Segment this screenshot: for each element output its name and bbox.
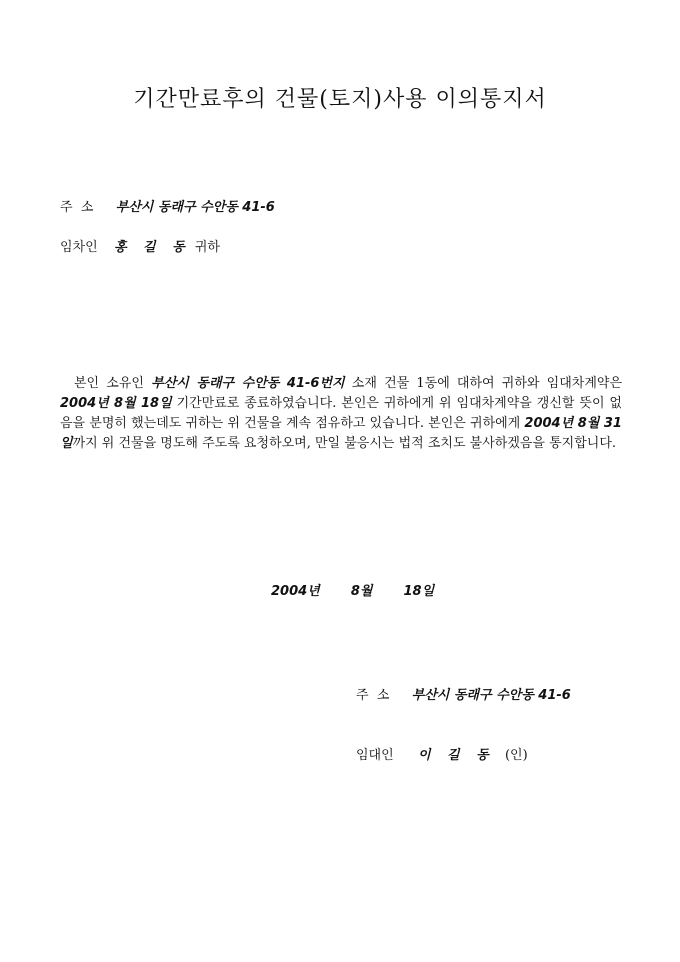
tenant-label: 임차인 <box>60 240 98 255</box>
landlord-address-label: 주 소 <box>356 688 390 703</box>
landlord-address-row <box>356 684 571 703</box>
date-day: 18일 <box>403 584 435 599</box>
date-year: 2004년 <box>271 584 320 599</box>
tenant-address-label: 주 소 <box>60 200 94 215</box>
landlord-address: 부산시 동래구 수안동 41-6 <box>411 688 571 703</box>
body-text-4: 까지 위 건물을 명도해 주도록 요청하오며, 만일 불응시는 법적 조치도 불사하겠음을 통지합니다. <box>72 436 617 451</box>
tenant-address-row <box>60 196 275 215</box>
tenant-address: 부산시 동래구 수안동 41-6 <box>115 200 275 215</box>
body-property-address: 부산시 동래구 수안동 41-6번지 <box>151 376 345 391</box>
document-title: 기간만료후의 건물(토지)사용 이의통지서 <box>133 87 547 112</box>
body-deadline-date: 2004년 8월 31일 <box>60 416 622 451</box>
date-month: 8월 <box>350 584 373 599</box>
seal-mark: (인) <box>504 748 528 763</box>
tenant-row <box>60 236 220 255</box>
body-text-3: 기간만료로 종료하였습니다. 본인은 귀하에게 위 임대차계약을 갱신할 뜻이 없음을 분명히 했는데도 귀하는 위 건물을 계속 점유하고 있습니다. 본인은 귀하에게 <box>60 396 622 431</box>
notice-body <box>60 374 622 454</box>
body-text-1: 본인 소유인 <box>74 376 152 391</box>
body-expiry-date: 2004년 8월 18일 <box>60 396 172 411</box>
tenant-suffix: 귀하 <box>194 240 220 255</box>
tenant-name: 홍 길 동 <box>113 240 191 255</box>
landlord-label: 임대인 <box>356 748 394 763</box>
landlord-name: 이 길 동 <box>417 748 495 763</box>
body-text-2: 소재 건물 1동에 대하여 귀하와 임대차계약은 <box>344 376 623 391</box>
document-date <box>271 580 434 599</box>
landlord-row <box>356 744 528 763</box>
